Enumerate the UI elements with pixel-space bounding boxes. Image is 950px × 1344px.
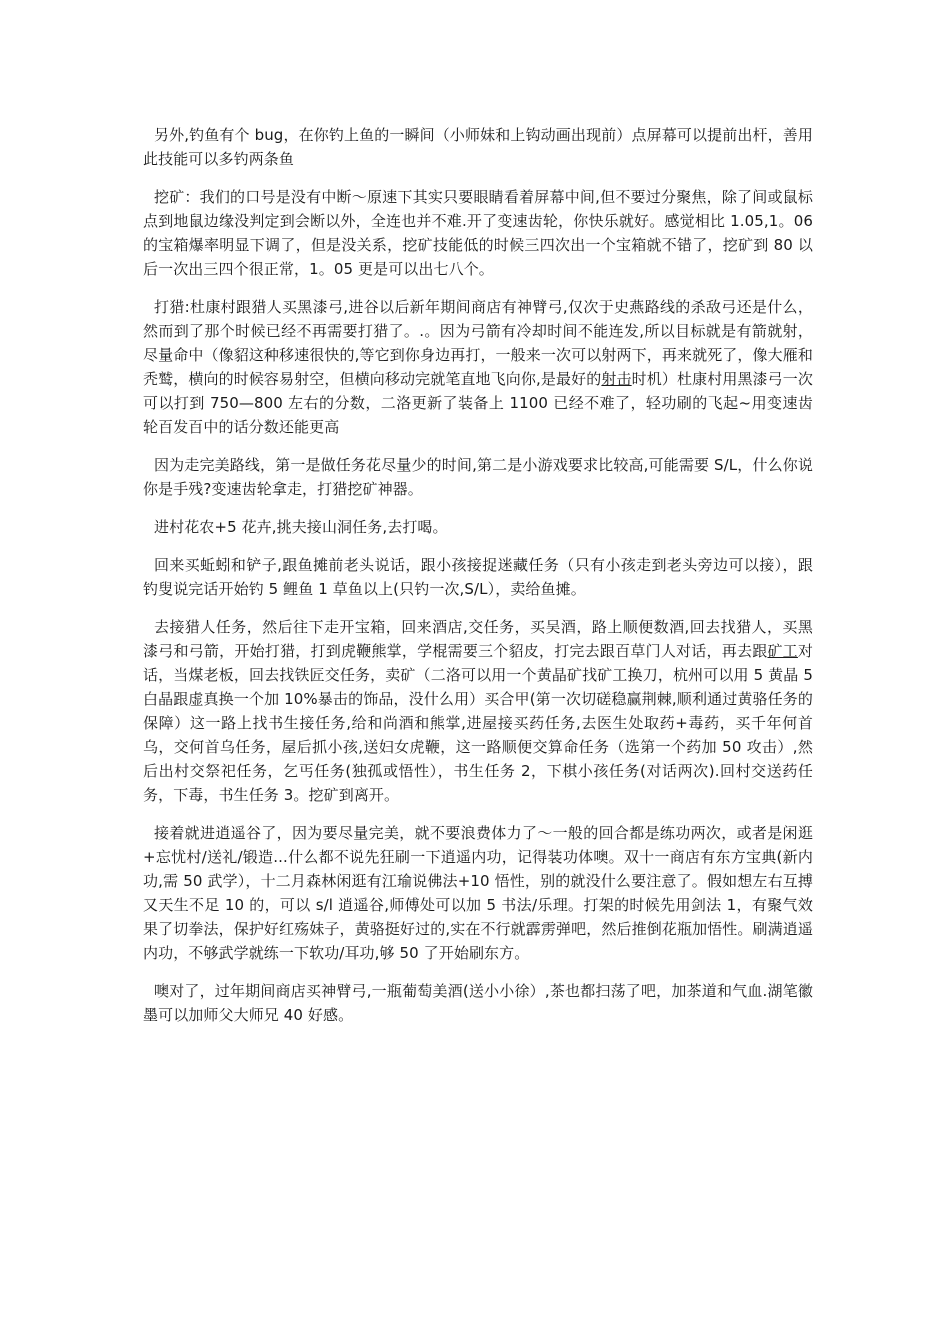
paragraph-hunter-quest-text-after: 对话，当煤老板，回去找铁匠交任务，卖矿（二洛可以用一个黄晶矿找矿工换刀，杭州可以用 5 黄晶 5 白晶跟虚真换一个加 10%暴击的饰品，没什么用）买合甲(第一次切磋稳赢荆棘,顺利通过黄骆任务的保障）这一路上找书生接任务,给和尚酒和熊掌,进屋接买药任务,去医生处取药+毒药，买千年何首乌，交何首乌任务，屋后抓小孩,送妇女虎鞭，这一路顺便交算命任务（选第一个药加 50 攻击）,然后出村交祭祀任务，乞丐任务(独孤或悟性），书生任务 2，下棋小孩任务(对话两次).回村交送药任务，下毒，书生任务 3。挖矿到离开。 xyxy=(143,642,814,804)
shooting-link[interactable]: 射击 xyxy=(601,370,632,388)
paragraph-hunter-quest xyxy=(143,615,813,807)
paragraph-buy-worms: 回来买蚯蚓和铲子,跟鱼摊前老头说话，跟小孩接捉迷藏任务（只有小孩走到老头旁边可以接），跟钓叟说完话开始钓 5 鲤鱼 1 草鱼以上(只钓一次,S/L），卖给鱼摊。 xyxy=(143,556,813,598)
paragraph-xiaoyao-valley: 接着就进逍遥谷了，因为要尽量完美，就不要浪费体力了～一般的回合都是练功两次，或者是闲逛+忘忧村/送礼/锻造...什么都不说先狂刷一下逍遥内功，记得装功体噢。双十一商店有东方宝典(新内功,需 50 武学），十二月森林闲逛有江瑜说佛法+10 悟性，别的就没什么要注意了。假如想左右互搏又天生不足 10 的，可以 s/l 逍遥谷,师傅处可以加 5 书法/乐理。打架的时候先用剑法 1，有聚气效果了切拳法，保护好红殇妹子，黄骆挺好过的,实在不行就霹雳弹吧，然后推倒花瓶加悟性。刷满逍遥内功，不够武学就练一下软功/耳功,够 50 了开始刷东方。 xyxy=(143,824,813,962)
paragraph-new-year-shop: 噢对了，过年期间商店买神臂弓,一瓶葡萄美酒(送小小徐）,茶也都扫荡了吧，加茶道和气血.湖笔徽墨可以加师父大师兄 40 好感。 xyxy=(143,982,813,1024)
paragraph-perfect-route: 因为走完美路线，第一是做任务花尽量少的时间,第二是小游戏要求比较高,可能需要 S/L，什么你说你是手残?变速齿轮拿走，打猎挖矿神器。 xyxy=(143,456,813,498)
paragraph-mining: 挖矿：我们的口号是没有中断～原速下其实只要眼睛看着屏幕中间,但不要过分聚焦，除了间或鼠标点到地鼠边缘没判定到会断以外，全连也并不难.开了变速齿轮，你快乐就好。感觉相比 1.05,1。06 的宝箱爆率明显下调了，但是没关系，挖矿技能低的时候三四次出一个宝箱就不错了，挖矿到 80 以后一次出三四个很正常，1。05 更是可以出七八个。 xyxy=(143,188,813,278)
paragraph-hunting-text-before: 打猎:杜康村跟猎人买黑漆弓,进谷以后新年期间商店有神臂弓,仅次于史燕路线的杀敌弓还是什么，然而到了那个时候已经不再需要打猎了。.。因为弓箭有冷却时间不能连发,所以目标就是有箭就射，尽量命中（像貂这种移速很快的,等它到你身边再打，一般来一次可以射两下，再来就死了，像大雁和秃鹫，横向的时候容易射空，但横向移动完就笔直地飞向你,是最好的 xyxy=(143,298,813,388)
miner-link[interactable]: 矿工 xyxy=(767,642,798,660)
paragraph-hunting-text-after: 时机）杜康村用黑漆弓一次可以打到 750—800 左右的分数，二洛更新了装备上 1100 已经不难了，轻功刷的飞起~用变速齿轮百发百中的话分数还能更高 xyxy=(143,370,814,436)
paragraph-hunter-quest-text-before: 去接猎人任务，然后往下走开宝箱，回来酒店,交任务，买吴酒，路上顺便数酒,回去找猎人，买黑漆弓和弓箭，开始打猎，打到虎鞭熊掌，学棍需要三个貂皮，打完去跟百草门人对话，再去跟 xyxy=(143,618,813,660)
document-body xyxy=(143,123,813,1041)
paragraph-fishing-bug: 另外,钓鱼有个 bug，在你钓上鱼的一瞬间（小师妹和上钩动画出现前）点屏幕可以提前出杆，善用此技能可以多钓两条鱼 xyxy=(143,126,813,168)
paragraph-enter-village: 进村花农+5 花卉,挑夫接山洞任务,去打喝。 xyxy=(154,518,448,536)
paragraph-hunting xyxy=(143,295,813,439)
